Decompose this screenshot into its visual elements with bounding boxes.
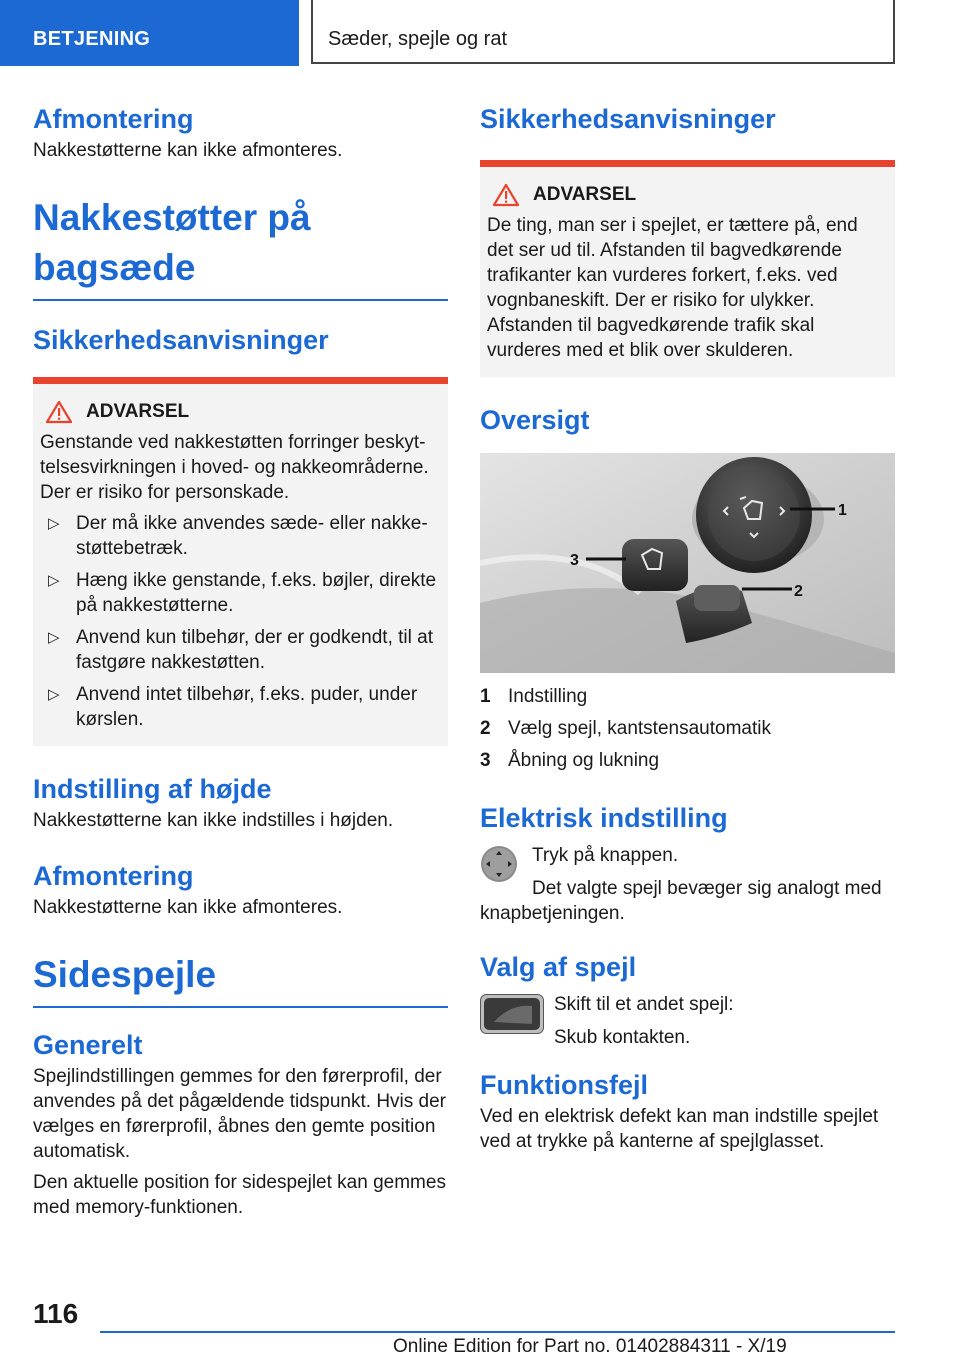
warning-header <box>487 181 889 209</box>
list-item <box>480 681 895 713</box>
callout-1: 1 <box>838 502 847 519</box>
joystick-button-icon <box>480 845 518 883</box>
legend-number: 1 <box>480 686 491 707</box>
list-item <box>40 568 442 618</box>
footer-divider <box>100 1331 895 1333</box>
bullet-text: Anvend kun tilbehør, der er godkendt, til at fastgøre nakkestøtten. <box>76 627 433 673</box>
left-column <box>33 100 448 1220</box>
legend-number: 3 <box>480 750 491 771</box>
fold-switch <box>622 539 688 591</box>
list-item <box>480 713 895 745</box>
afmontering-heading: Afmontering <box>33 104 194 134</box>
callout-3: 3 <box>570 552 579 569</box>
figure-legend <box>480 681 895 777</box>
hojde-text: Nakkestøtterne kan ikke indstilles i højden. <box>33 810 394 831</box>
oversigt-heading: Oversigt <box>480 405 590 435</box>
selector-switch-icon <box>480 994 544 1034</box>
elektrisk-heading: Elektrisk indstilling <box>480 803 728 833</box>
legend-label: Åbning og lukning <box>508 750 660 771</box>
warning-text: De ting, man ser i spejlet, er tættere på, end det ser ud til. Afstanden til bagvedkørende trafikanter kan vurderes forkert, f.eks. ved vognbaneskift. Der er risiko for ulykker. Afstanden til bagvedkørende trafik skal vurderes med et blik over skulderen. <box>487 215 858 361</box>
valg-text-1: Skift til et andet spejl: <box>554 994 734 1015</box>
triangle-bullet-icon: ▷ <box>48 686 60 703</box>
list-item <box>40 511 442 561</box>
funktionsfejl-heading: Funktionsfejl <box>480 1070 648 1100</box>
valg-block <box>480 992 895 1050</box>
list-item <box>40 625 442 675</box>
generelt-text-2: Den aktuelle position for sidespejlet kan gemmes med memory-funktionen. <box>33 1172 446 1218</box>
afmontering-text: Nakkestøtterne kan ikke afmonteres. <box>33 140 343 161</box>
bullet-text: Anvend intet tilbehør, f.eks. puder, under kørslen. <box>76 684 418 730</box>
warning-box-right <box>480 160 895 377</box>
nakkestotter-heading: Nakkestøtter på bagsæde <box>33 193 448 301</box>
warning-text: Genstande ved nakkestøtten forringer beskyttelsesvirkningen i hoved- og nakkeområderne. Der er risiko for personskade. <box>40 432 429 503</box>
afmontering2-text: Nakkestøtterne kan ikke afmonteres. <box>33 897 343 918</box>
bullet-text: Der må ikke anvendes sæde- eller nakkestøttebetræk. <box>76 513 428 559</box>
generelt-heading: Generelt <box>33 1030 143 1060</box>
list-item <box>480 745 895 777</box>
chapter-title: Sæder, spejle og rat <box>311 0 895 64</box>
right-column <box>480 100 895 1154</box>
edition-text: Online Edition for Part no. 01402884311 - X/19 <box>393 1336 787 1357</box>
list-item <box>40 682 442 732</box>
page-number: 116 <box>33 1298 79 1329</box>
warning-bullets <box>40 511 442 732</box>
warning-label: ADVARSEL <box>86 401 190 422</box>
elektrisk-text-2: Det valgte spejl bevæger sig analogt med knapbetjeningen. <box>480 878 882 924</box>
legend-label: Indstilling <box>508 686 588 707</box>
triangle-bullet-icon: ▷ <box>48 572 60 589</box>
afmontering2-heading: Afmontering <box>33 861 194 891</box>
triangle-bullet-icon: ▷ <box>48 629 60 646</box>
sidespejle-heading: Sidespejle <box>33 950 448 1008</box>
sikkerhed-heading-right: Sikkerhedsanvisninger <box>480 104 776 134</box>
valg-text-2: Skub kontakten. <box>554 1027 691 1048</box>
callout-2: 2 <box>794 583 803 600</box>
bullet-text: Hæng ikke genstande, f.eks. bøjler, direkte på nakkestøtterne. <box>76 570 437 616</box>
valg-heading: Valg af spejl <box>480 952 637 982</box>
hojde-heading: Indstilling af højde <box>33 774 272 804</box>
warning-header <box>40 398 442 426</box>
sikkerhed-heading-left: Sikkerhedsanvisninger <box>33 325 329 355</box>
warning-triangle-icon <box>493 183 519 207</box>
mirror-controls-figure <box>480 453 895 673</box>
warning-triangle-icon <box>46 400 72 424</box>
section-tab: BETJENING <box>0 0 299 66</box>
generelt-text-1: Spejlindstillingen gemmes for den førerprofil, der anvendes på det pågældende tidspunkt. Hvis der vælges en førerprofil, åbnes den gemte position automatisk. <box>33 1066 446 1162</box>
triangle-bullet-icon: ▷ <box>48 515 60 532</box>
funktionsfejl-text: Ved en elektrisk defekt kan man indstille spejlet ved at trykke på kanterne af spejlglasset. <box>480 1106 879 1152</box>
legend-label: Vælg spejl, kantstensautomatik <box>508 718 771 739</box>
legend-number: 2 <box>480 718 491 739</box>
page-header <box>0 0 960 66</box>
warning-box-left <box>33 377 448 746</box>
elektrisk-block <box>480 843 895 926</box>
warning-label: ADVARSEL <box>533 184 637 205</box>
elektrisk-text-1: Tryk på knappen. <box>532 845 679 866</box>
